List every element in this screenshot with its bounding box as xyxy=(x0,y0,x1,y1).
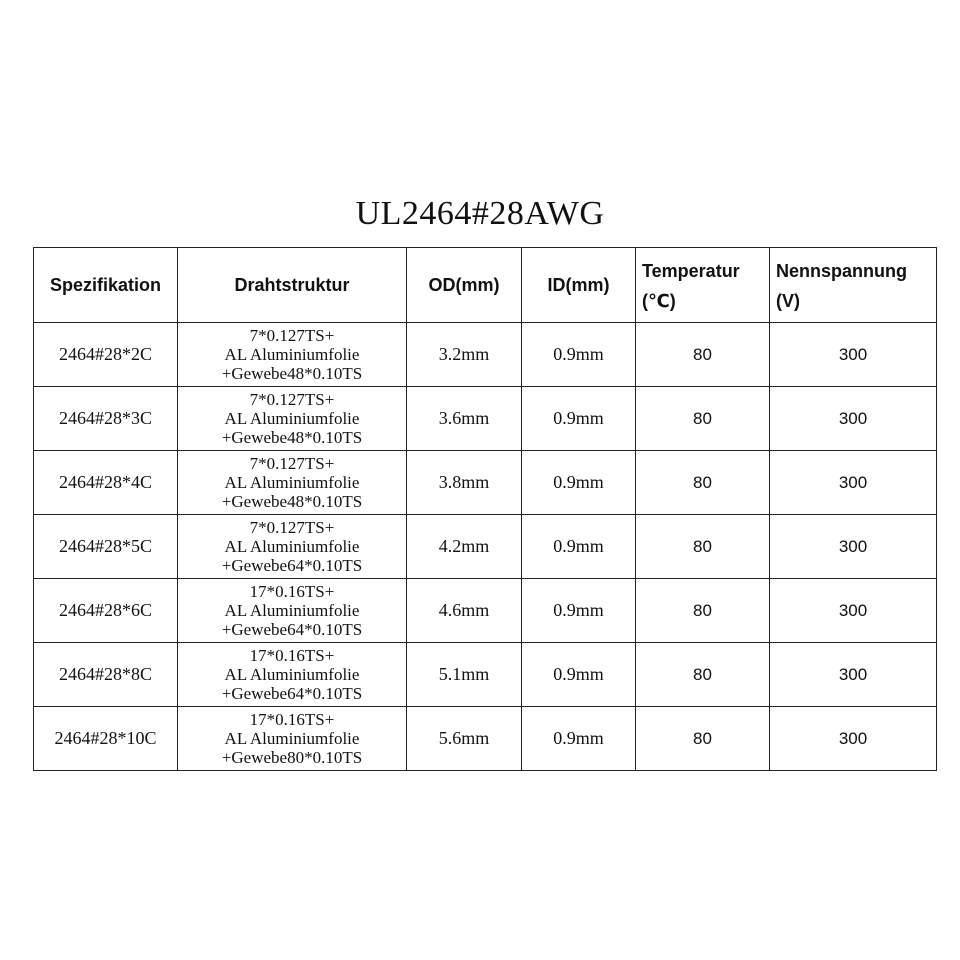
struct-line: +Gewebe64*0.10TS xyxy=(221,684,363,703)
cell-id: 0.9mm xyxy=(522,643,636,707)
cell-spezifikation: 2464#28*8C xyxy=(34,643,178,707)
header-nennspannung-label: Nennspannung xyxy=(776,261,907,281)
cell-temperatur: 80 xyxy=(636,387,770,451)
cell-drahtstruktur xyxy=(178,323,407,387)
header-temperatur-label: Temperatur xyxy=(642,261,740,281)
table-row xyxy=(34,515,937,579)
struct-line: +Gewebe64*0.10TS xyxy=(221,556,363,575)
struct-line: AL Aluminiumfolie xyxy=(224,601,360,620)
cell-drahtstruktur xyxy=(178,515,407,579)
table-row xyxy=(34,707,937,771)
struct-line: AL Aluminiumfolie xyxy=(224,345,360,364)
cell-drahtstruktur xyxy=(178,451,407,515)
header-od: OD(mm) xyxy=(407,248,522,323)
cell-od: 3.6mm xyxy=(407,387,522,451)
struct-line: 17*0.16TS+ xyxy=(249,582,335,601)
cell-temperatur: 80 xyxy=(636,451,770,515)
cell-nennspannung: 300 xyxy=(770,579,937,643)
struct-line: +Gewebe64*0.10TS xyxy=(221,620,363,639)
header-nennspannung xyxy=(770,248,937,323)
struct-line: AL Aluminiumfolie xyxy=(224,473,360,492)
struct-line: 7*0.127TS+ xyxy=(249,390,335,409)
cell-nennspannung: 300 xyxy=(770,707,937,771)
struct-line: +Gewebe48*0.10TS xyxy=(221,364,363,383)
cell-spezifikation: 2464#28*10C xyxy=(34,707,178,771)
cell-id: 0.9mm xyxy=(522,323,636,387)
cell-temperatur: 80 xyxy=(636,323,770,387)
cell-drahtstruktur xyxy=(178,707,407,771)
struct-line: 17*0.16TS+ xyxy=(249,710,335,729)
page-title: UL2464#28AWG xyxy=(355,195,605,232)
cell-drahtstruktur xyxy=(178,643,407,707)
cell-nennspannung: 300 xyxy=(770,323,937,387)
struct-line: AL Aluminiumfolie xyxy=(224,537,360,556)
cell-spezifikation: 2464#28*5C xyxy=(34,515,178,579)
struct-line: 7*0.127TS+ xyxy=(249,454,335,473)
cell-spezifikation: 2464#28*6C xyxy=(34,579,178,643)
cell-temperatur: 80 xyxy=(636,515,770,579)
cell-id: 0.9mm xyxy=(522,451,636,515)
cell-spezifikation: 2464#28*4C xyxy=(34,451,178,515)
struct-line: +Gewebe48*0.10TS xyxy=(221,428,363,447)
table-row xyxy=(34,387,937,451)
struct-line: 17*0.16TS+ xyxy=(249,646,335,665)
cell-nennspannung: 300 xyxy=(770,451,937,515)
struct-line: +Gewebe48*0.10TS xyxy=(221,492,363,511)
struct-line: +Gewebe80*0.10TS xyxy=(221,748,363,767)
struct-line: 7*0.127TS+ xyxy=(249,518,335,537)
cell-drahtstruktur xyxy=(178,579,407,643)
cell-id: 0.9mm xyxy=(522,579,636,643)
cell-drahtstruktur xyxy=(178,387,407,451)
header-temperatur xyxy=(636,248,770,323)
struct-line: AL Aluminiumfolie xyxy=(224,729,360,748)
header-spezifikation: Spezifikation xyxy=(34,248,178,323)
table-row xyxy=(34,323,937,387)
table-row xyxy=(34,579,937,643)
cell-od: 3.2mm xyxy=(407,323,522,387)
cell-od: 5.6mm xyxy=(407,707,522,771)
cell-od: 4.6mm xyxy=(407,579,522,643)
cell-id: 0.9mm xyxy=(522,515,636,579)
header-nennspannung-unit: (V) xyxy=(776,291,800,311)
cell-nennspannung: 300 xyxy=(770,515,937,579)
cell-id: 0.9mm xyxy=(522,707,636,771)
struct-line: AL Aluminiumfolie xyxy=(224,409,360,428)
table-row xyxy=(34,643,937,707)
cell-temperatur: 80 xyxy=(636,579,770,643)
table-row xyxy=(34,451,937,515)
header-temperatur-unit: (℃) xyxy=(642,291,676,311)
struct-line: 7*0.127TS+ xyxy=(249,326,335,345)
cell-temperatur: 80 xyxy=(636,643,770,707)
cell-nennspannung: 300 xyxy=(770,387,937,451)
header-drahtstruktur: Drahtstruktur xyxy=(178,248,407,323)
cell-od: 3.8mm xyxy=(407,451,522,515)
struct-line: AL Aluminiumfolie xyxy=(224,665,360,684)
cell-id: 0.9mm xyxy=(522,387,636,451)
spec-table xyxy=(33,247,937,771)
header-row xyxy=(34,248,937,323)
cell-temperatur: 80 xyxy=(636,707,770,771)
cell-od: 5.1mm xyxy=(407,643,522,707)
cell-od: 4.2mm xyxy=(407,515,522,579)
cell-nennspannung: 300 xyxy=(770,643,937,707)
header-id: ID(mm) xyxy=(522,248,636,323)
cell-spezifikation: 2464#28*2C xyxy=(34,323,178,387)
cell-spezifikation: 2464#28*3C xyxy=(34,387,178,451)
